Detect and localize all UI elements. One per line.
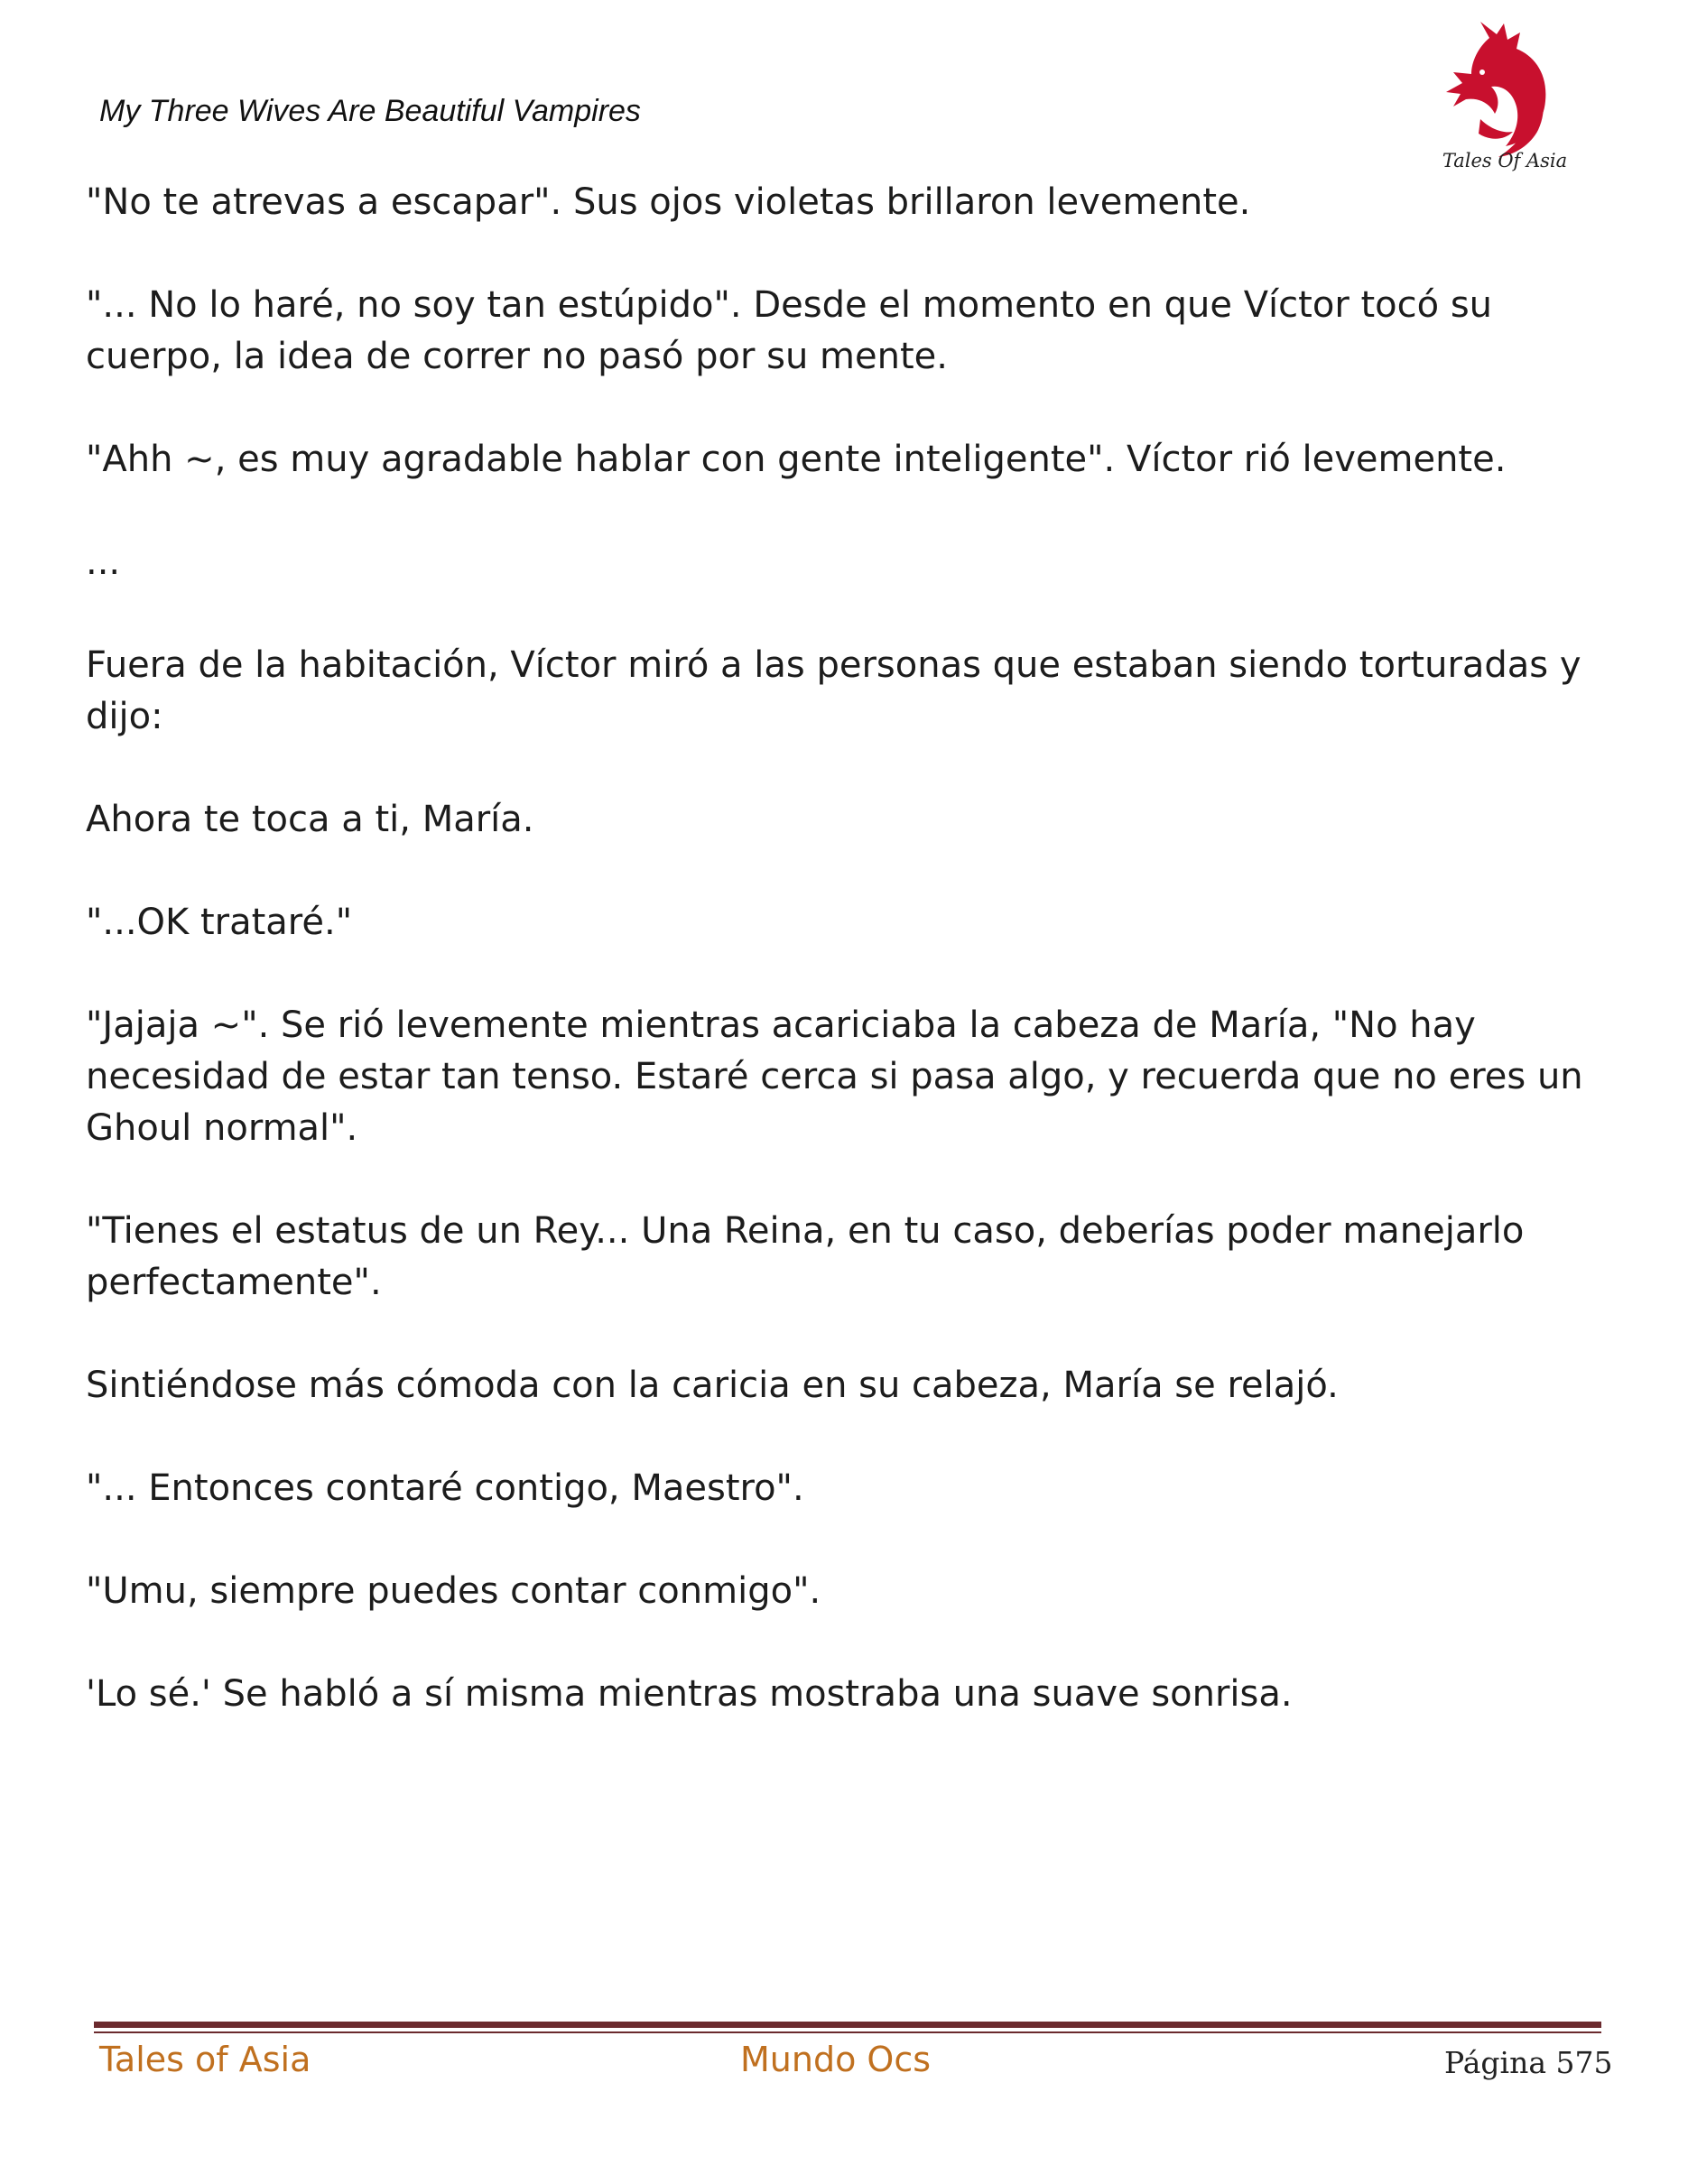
paragraph: "... Entonces contaré contigo, Maestro". — [86, 1467, 804, 1509]
document-body — [86, 177, 1620, 1772]
footer-section-name: Mundo Ocs — [740, 2040, 932, 2079]
footer-divider — [94, 2022, 1601, 2028]
paragraph: "...OK trataré." — [86, 902, 353, 943]
page-number: Página 575 — [1444, 2045, 1613, 2080]
footer-site-name: Tales of Asia — [99, 2040, 311, 2079]
paragraph: "... No lo haré, no soy tan estúpido". Desde el momento en que Víctor tocó su cuerpo, la idea de correr no pasó por su mente. — [86, 284, 1493, 377]
paragraph: "No te atrevas a escapar". Sus ojos violetas brillaron levemente. — [86, 181, 1251, 223]
logo-caption: Tales Of Asia — [1442, 150, 1568, 171]
paragraph: "Ahh ~, es muy agradable hablar con gente inteligente". Víctor rió levemente. — [86, 439, 1507, 480]
paragraph: "Jajaja ~". Se rió levemente mientras acariciaba la cabeza de María, "No hay necesidad de estar tan tenso. Estaré cerca si pasa algo, y recuerda que no eres un Ghoul normal". — [86, 1004, 1583, 1149]
paragraph: Sintiéndose más cómoda con la caricia en su cabeza, María se relajó. — [86, 1365, 1339, 1406]
paragraph: "Tienes el estatus de un Rey... Una Reina, en tu caso, deberías poder manejarlo perfectamente". — [86, 1210, 1525, 1303]
paragraph: ... — [86, 541, 121, 583]
paragraph: Fuera de la habitación, Víctor miró a las personas que estaban siendo torturadas y dijo: — [86, 644, 1581, 737]
document-header-title: My Three Wives Are Beautiful Vampires — [99, 94, 641, 128]
footer-divider-thin — [94, 2031, 1601, 2033]
paragraph: 'Lo sé.' Se habló a sí misma mientras mostraba una suave sonrisa. — [86, 1673, 1293, 1715]
paragraph: Ahora te toca a ti, María. — [86, 799, 534, 840]
paragraph: "Umu, siempre puedes contar conmigo". — [86, 1570, 821, 1612]
